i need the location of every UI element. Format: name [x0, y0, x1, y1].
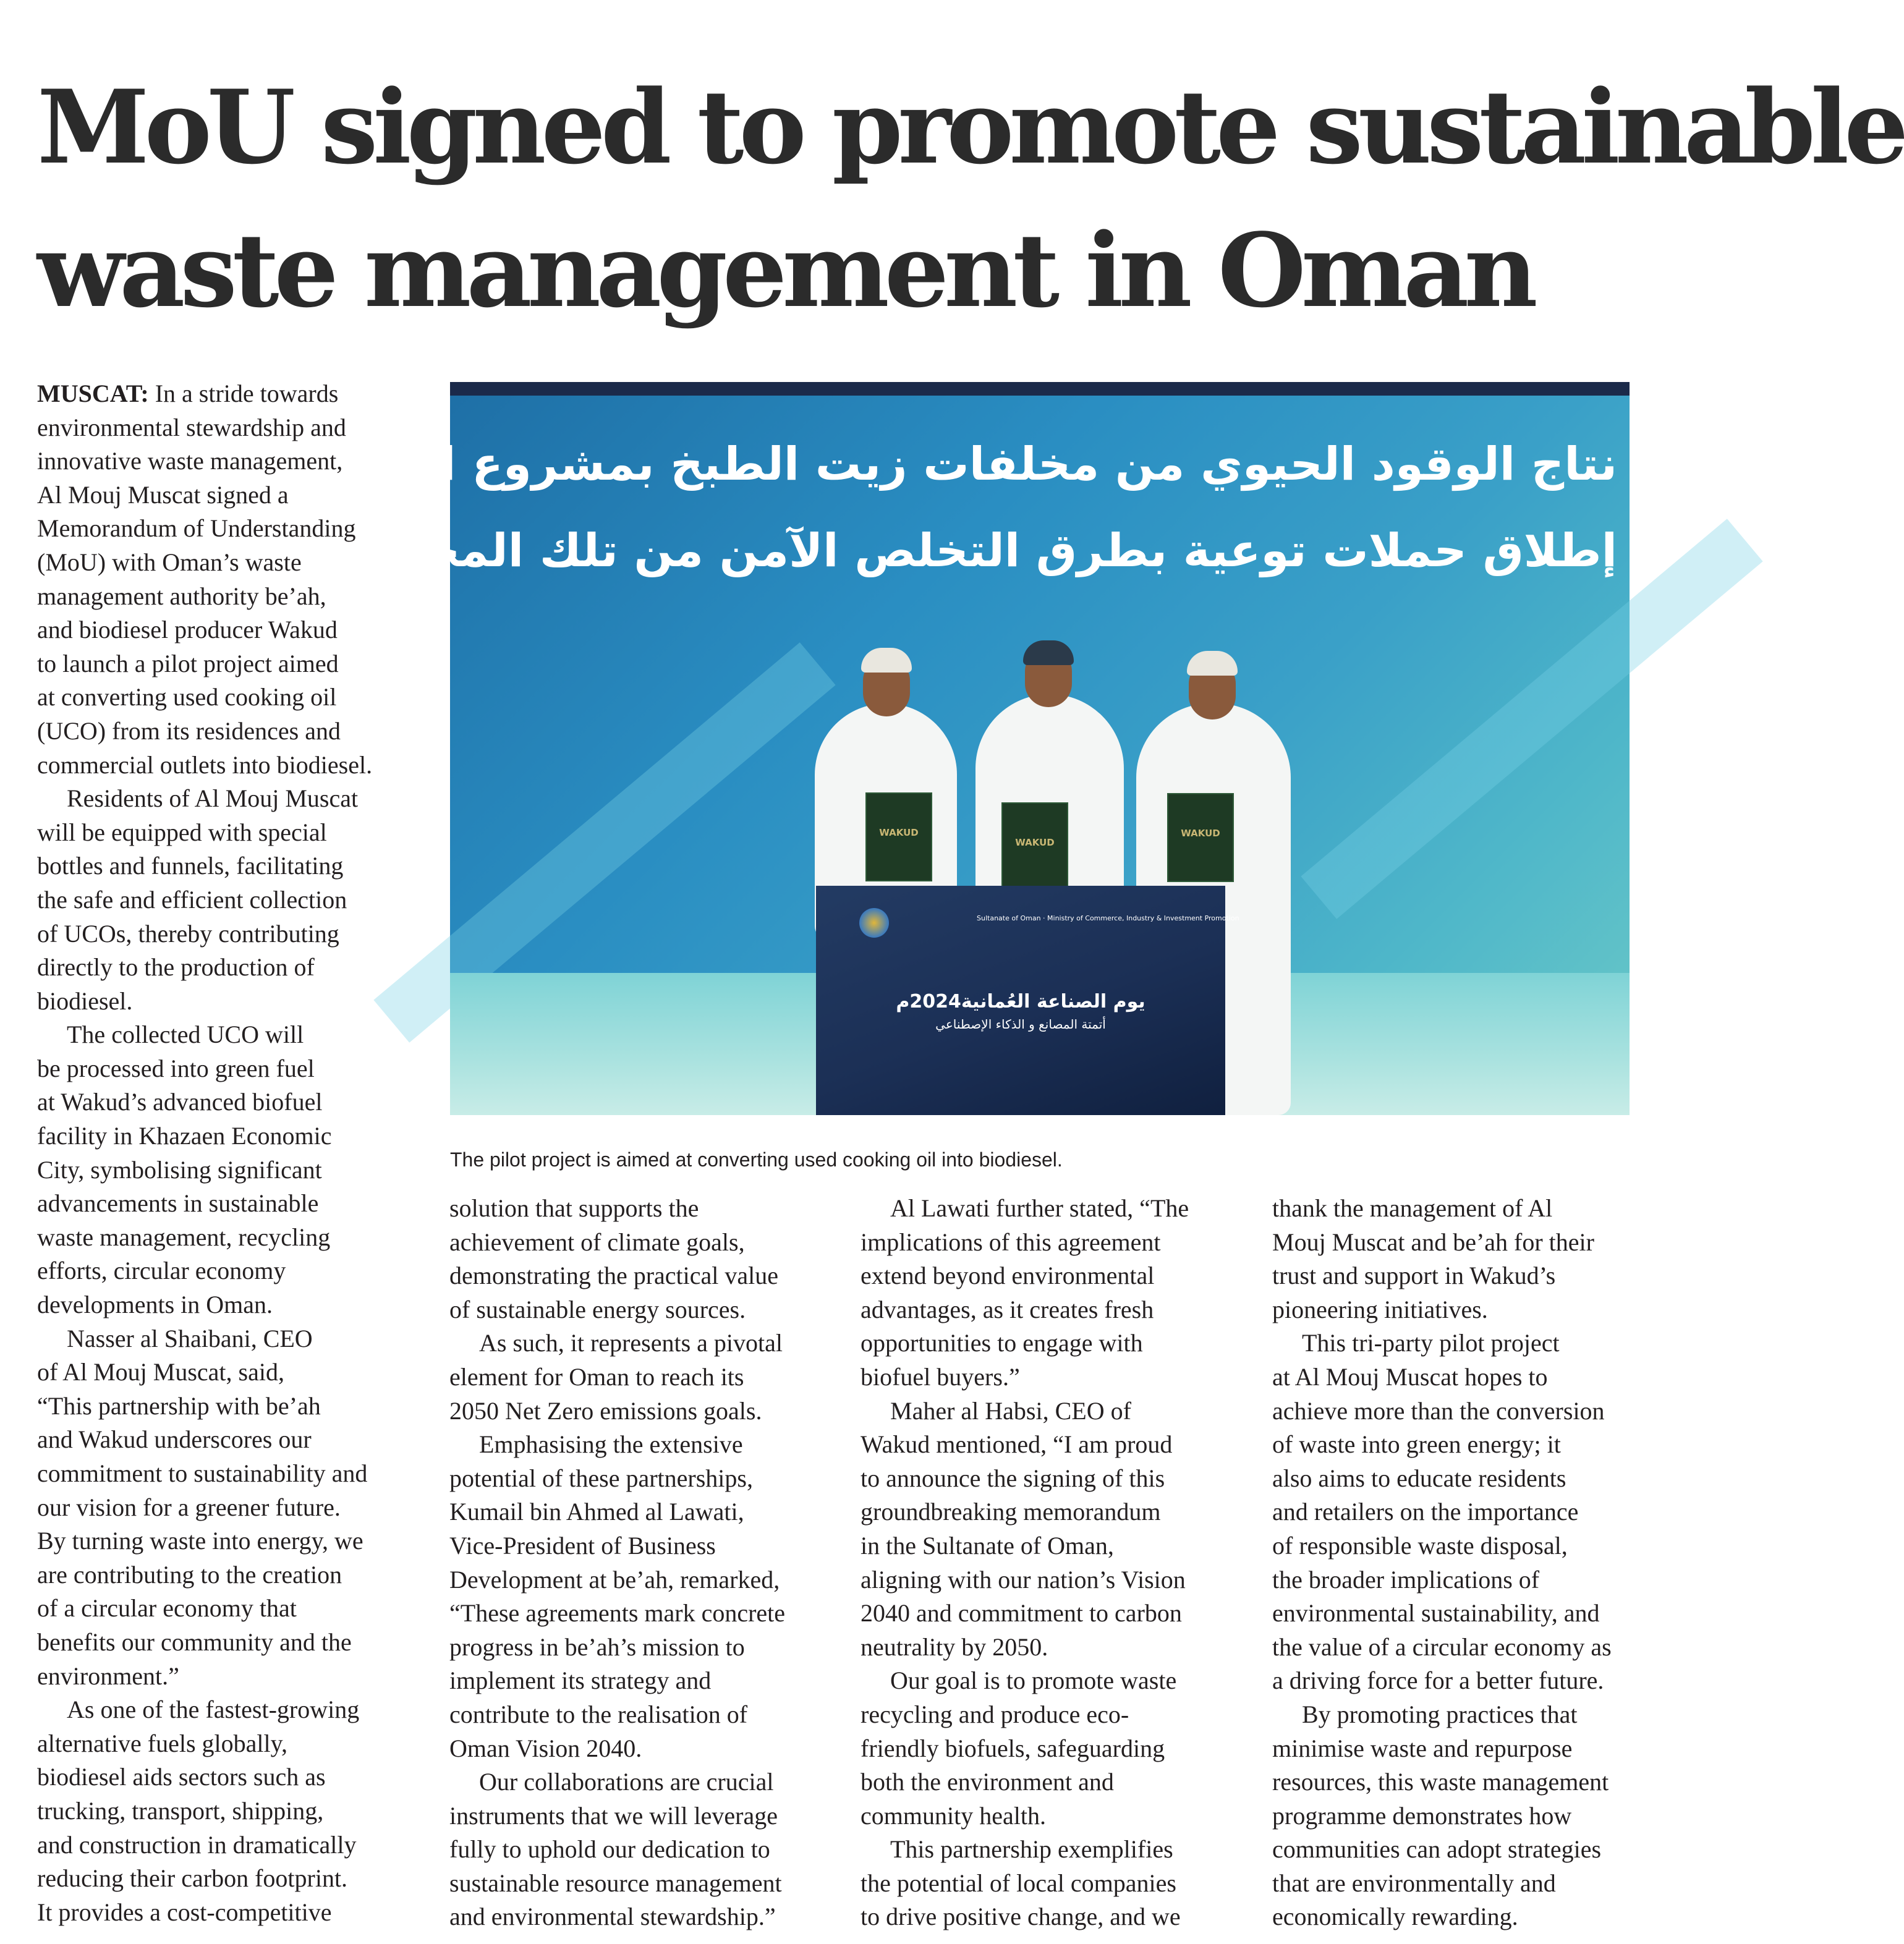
paragraph	[449, 1192, 820, 1326]
folder-label: WAKUD	[879, 827, 919, 838]
text-line: achievement of climate goals,	[449, 1228, 745, 1256]
text-line: Al Mouj Muscat signed a	[37, 480, 289, 509]
text-line: thank the management of Al	[1272, 1194, 1553, 1222]
paragraph	[861, 1664, 1231, 1833]
banner-arabic-line-1: نتاج الوقود الحيوي من مخلفات زيت الطبخ بمشروع الموج	[331, 438, 1617, 491]
text-line: This partnership exemplifies	[890, 1835, 1173, 1864]
person-right-kumma	[1187, 651, 1238, 676]
text-line: directly to the production of	[37, 953, 315, 982]
text-line: This tri-party pilot project	[1302, 1329, 1560, 1357]
paragraph	[37, 377, 408, 782]
text-line: innovative waste management,	[37, 447, 343, 475]
text-line: implement its strategy and	[449, 1666, 712, 1695]
text-line: be processed into green fuel	[37, 1054, 315, 1082]
text-line: the broader implications of	[1272, 1565, 1540, 1594]
text-line: achieve more than the conversion	[1272, 1396, 1605, 1425]
folder-label: WAKUD	[1015, 837, 1055, 848]
text-line: progress in be’ah’s mission to	[449, 1632, 745, 1661]
text-line: commercial outlets into biodiesel.	[37, 750, 373, 779]
oman-industry-logo	[859, 908, 889, 938]
paragraph	[449, 1765, 820, 1934]
text-line: “This partnership with be’ah	[37, 1391, 321, 1420]
text-line: demonstrating the practical value	[449, 1262, 779, 1290]
text-line: economically rewarding.	[1272, 1903, 1518, 1931]
text-line: commitment to sustainability and	[37, 1459, 368, 1487]
text-line: to drive positive change, and we	[861, 1903, 1181, 1931]
text-line: at Wakud’s advanced biofuel	[37, 1088, 323, 1116]
text-line: MUSCAT: In a stride towards	[37, 380, 339, 407]
text-line: the value of a circular economy as	[1272, 1632, 1612, 1661]
text-line: facility in Khazaen Economic	[37, 1122, 332, 1150]
text-line: solution that supports the	[449, 1194, 699, 1222]
text-line: of waste into green energy; it	[1272, 1430, 1561, 1459]
text-line: As one of the fastest-growing	[67, 1696, 360, 1724]
text-line: efforts, circular economy	[37, 1257, 286, 1285]
person-centre-turban	[1023, 640, 1074, 665]
dateline: MUSCAT:	[37, 380, 149, 407]
text-line: By promoting practices that	[1302, 1700, 1578, 1728]
text-line: (UCO) from its residences and	[37, 716, 341, 745]
text-line: Memorandum of Understanding	[37, 514, 356, 543]
headline-line-1: MoU signed to promote sustainable	[37, 67, 1904, 187]
headline-line-2: waste management in Oman	[37, 211, 1533, 330]
text-line: the safe and efficient collection	[37, 885, 347, 914]
text-line: benefits our community and the	[37, 1628, 352, 1656]
text-line: recycling and produce eco-	[861, 1700, 1129, 1728]
article-column-3	[861, 1192, 1231, 1934]
text-line: that are environmentally and	[1272, 1869, 1556, 1897]
article-column-2	[449, 1192, 820, 1934]
paragraph	[449, 1326, 820, 1428]
paragraph	[861, 1394, 1231, 1665]
podium	[816, 886, 1239, 1115]
text-line: community health.	[861, 1801, 1046, 1830]
text-line: also aims to educate residents	[1272, 1464, 1566, 1492]
paragraph	[37, 1693, 408, 1929]
paragraph	[1272, 1698, 1655, 1934]
text-line: pioneering initiatives.	[1272, 1295, 1488, 1323]
text-line: Residents of Al Mouj Muscat	[67, 784, 359, 813]
text-line: Oman Vision 2040.	[449, 1734, 642, 1762]
text-line: instruments that we will leverage	[449, 1801, 778, 1830]
text-line: of a circular economy that	[37, 1594, 297, 1623]
podium-logos	[859, 908, 1239, 945]
text-line: As such, it represents a pivotal	[479, 1329, 783, 1357]
article-column-4	[1272, 1192, 1655, 1934]
text-line: 2050 Net Zero emissions goals.	[449, 1396, 762, 1425]
paragraph	[861, 1192, 1231, 1394]
text-line: alternative fuels globally,	[37, 1729, 288, 1757]
text-line: Kumail bin Ahmed al Lawati,	[449, 1498, 744, 1526]
text-line: of responsible waste disposal,	[1272, 1531, 1568, 1560]
text-line: a driving force for a better future.	[1272, 1666, 1604, 1695]
text-line: will be equipped with special	[37, 818, 327, 846]
text-line: advancements in sustainable	[37, 1189, 319, 1218]
text-line: 2040 and commitment to carbon	[861, 1599, 1182, 1628]
text-line: environment.”	[37, 1662, 179, 1690]
text-line: waste management, recycling	[37, 1223, 331, 1251]
text-line: City, symbolising significant	[37, 1155, 322, 1184]
text-line: neutrality by 2050.	[861, 1632, 1048, 1661]
text-line: potential of these partnerships,	[449, 1464, 753, 1492]
photo-top-band	[450, 382, 1630, 396]
text-line: trucking, transport, shipping,	[37, 1796, 324, 1825]
text-line: Wakud mentioned, “I am proud	[861, 1430, 1173, 1459]
article-column-1	[37, 377, 408, 1929]
text-line: It provides a cost-competitive	[37, 1898, 332, 1926]
text-line: aligning with our nation’s Vision	[861, 1565, 1186, 1594]
text-line: friendly biofuels, safeguarding	[861, 1734, 1165, 1762]
text-line: Development at be’ah, remarked,	[449, 1565, 780, 1594]
paragraph	[449, 1428, 820, 1765]
text-line: of UCOs, thereby contributing	[37, 919, 339, 948]
text-line: the potential of local companies	[861, 1869, 1176, 1897]
text-line: communities can adopt strategies	[1272, 1835, 1602, 1864]
text-line: By turning waste into energy, we	[37, 1527, 363, 1555]
photo-light-stripe	[1301, 519, 1762, 919]
text-line: and Wakud underscores our	[37, 1425, 312, 1454]
text-line: Maher al Habsi, CEO of	[890, 1396, 1131, 1425]
text-line: contribute to the realisation of	[449, 1700, 748, 1728]
text-line: biofuel buyers.”	[861, 1362, 1020, 1391]
text-line: Our goal is to promote waste	[890, 1666, 1177, 1695]
podium-subtitle: أتمتة المصانع و الذكاء الإصطناعي	[935, 1017, 1106, 1032]
text-line: Our collaborations are crucial	[479, 1768, 774, 1796]
text-line: programme demonstrates how	[1272, 1801, 1572, 1830]
text-line: environmental stewardship and	[37, 413, 346, 441]
text-line: The collected UCO will	[67, 1021, 304, 1049]
headline	[37, 56, 1904, 342]
text-line: advantages, as it creates fresh	[861, 1295, 1154, 1323]
paragraph	[1272, 1192, 1655, 1326]
text-line: resources, this waste management	[1272, 1768, 1609, 1796]
text-line: (MoU) with Oman’s waste	[37, 548, 302, 576]
text-line: biodiesel.	[37, 987, 133, 1015]
wakud-folder-centre	[1001, 802, 1068, 891]
text-line: management authority be’ah,	[37, 582, 326, 610]
podium-title: يوم الصناعة العُمانية2024م	[896, 991, 1145, 1012]
podium-logo-text: Sultanate of Oman · Ministry of Commerce, Industry & Investment Promotion	[977, 914, 1239, 922]
text-line: fully to uphold our dedication to	[449, 1835, 770, 1864]
article-photo	[312, 382, 1630, 1115]
banner-arabic-line-2: إطلاق حملات توعية بطرق التخلص الآمن من تلك المخلفات	[312, 524, 1617, 577]
text-line: to announce the signing of this	[861, 1464, 1165, 1492]
text-line: are contributing to the creation	[37, 1560, 342, 1589]
text-line: and retailers on the importance	[1272, 1498, 1579, 1526]
paragraph	[861, 1833, 1231, 1934]
paragraph	[1272, 1326, 1655, 1698]
text-line: Mouj Muscat and be’ah for their	[1272, 1228, 1594, 1256]
text-line: and environmental stewardship.”	[449, 1903, 776, 1931]
text-line: opportunities to engage with	[861, 1329, 1143, 1357]
text-line: in the Sultanate of Oman,	[861, 1531, 1114, 1560]
text-line: extend beyond environmental	[861, 1262, 1155, 1290]
text-line: of Al Mouj Muscat, said,	[37, 1358, 284, 1386]
text-line: both the environment and	[861, 1768, 1114, 1796]
text-line: trust and support in Wakud’s	[1272, 1262, 1556, 1290]
text-line: minimise waste and repurpose	[1272, 1734, 1573, 1762]
text-line: at Al Mouj Muscat hopes to	[1272, 1362, 1548, 1391]
text-line: bottles and funnels, facilitating	[37, 852, 344, 880]
text-line: to launch a pilot project aimed	[37, 649, 339, 677]
text-line: biodiesel aids sectors such as	[37, 1763, 326, 1791]
text-line: developments in Oman.	[37, 1291, 273, 1319]
text-line: element for Oman to reach its	[449, 1362, 744, 1391]
paragraph	[37, 782, 408, 1018]
text-line: sustainable resource management	[449, 1869, 782, 1897]
text-line: reducing their carbon footprint.	[37, 1864, 348, 1893]
text-line: and biodiesel producer Wakud	[37, 616, 338, 644]
wakud-folder-left	[865, 792, 932, 881]
text-line: implications of this agreement	[861, 1228, 1161, 1256]
person-left-kumma	[861, 648, 912, 673]
text-line: our vision for a greener future.	[37, 1493, 341, 1521]
text-line: and construction in dramatically	[37, 1830, 357, 1859]
text-line: Emphasising the extensive	[479, 1430, 743, 1459]
text-line: Vice-President of Business	[449, 1531, 716, 1560]
wakud-folder-right	[1167, 793, 1234, 882]
text-line: Al Lawati further stated, “The	[890, 1194, 1189, 1222]
photo-caption: The pilot project is aimed at converting used cooking oil into biodiesel.	[450, 1148, 1063, 1171]
text-line: at converting used cooking oil	[37, 683, 337, 711]
text-line: Nasser al Shaibani, CEO	[67, 1324, 313, 1352]
paragraph	[37, 1018, 408, 1322]
text-line: of sustainable energy sources.	[449, 1295, 746, 1323]
text-line: environmental sustainability, and	[1272, 1599, 1600, 1628]
folder-label: WAKUD	[1181, 828, 1220, 839]
text-line: “These agreements mark concrete	[449, 1599, 786, 1628]
paragraph	[37, 1322, 408, 1694]
text-line: groundbreaking memorandum	[861, 1498, 1161, 1526]
